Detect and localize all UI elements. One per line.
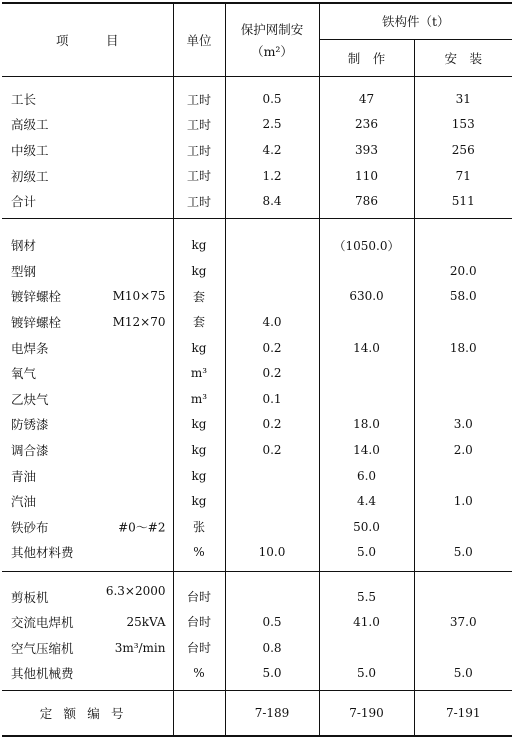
make-value: 50.0 <box>319 514 414 540</box>
make-value: 630.0 <box>319 283 414 309</box>
item-cell <box>2 463 173 489</box>
item-name: 汽油 <box>11 494 37 510</box>
header-item <box>2 3 173 76</box>
guard-value <box>225 463 319 489</box>
unit-cell: kg <box>173 437 225 463</box>
header-guard-line2: （m²） <box>251 43 293 59</box>
table-row <box>2 660 512 690</box>
item-cell <box>2 112 173 138</box>
unit-cell: kg <box>173 335 225 361</box>
item-name: 青油 <box>11 468 37 484</box>
make-value: 41.0 <box>319 609 414 635</box>
install-value: 37.0 <box>414 609 512 635</box>
install-value <box>414 360 512 386</box>
guard-value: 0.2 <box>225 360 319 386</box>
make-value: 786 <box>319 189 414 219</box>
item-name: 氧气 <box>11 366 37 382</box>
install-value: 3.0 <box>414 412 512 438</box>
header-iron-group <box>319 3 512 39</box>
footer-guard-code: 7-189 <box>225 690 319 736</box>
item-cell <box>2 258 173 284</box>
table-row <box>2 609 512 635</box>
header-install-label: 安 装 <box>444 50 482 66</box>
table-row <box>2 360 512 386</box>
install-value <box>414 514 512 540</box>
item-cell <box>2 412 173 438</box>
make-value: 47 <box>319 76 414 112</box>
item-name: 其他材料费 <box>11 545 74 561</box>
item-cell <box>2 163 173 189</box>
make-value: 236 <box>319 112 414 138</box>
item-cell <box>2 540 173 572</box>
guard-value: 2.5 <box>225 112 319 138</box>
labor-section <box>2 76 512 218</box>
header-make-label: 制 作 <box>347 50 386 66</box>
table-row <box>2 540 512 572</box>
item-name: 铁砂布 <box>11 519 49 535</box>
item-name: 镀锌螺栓 <box>11 289 62 305</box>
table-row <box>2 412 512 438</box>
item-cell <box>2 360 173 386</box>
table-row <box>2 112 512 138</box>
item-name: 钢材 <box>11 238 37 254</box>
make-value: 5.0 <box>319 540 414 572</box>
item-name: 镀锌螺栓 <box>11 314 62 330</box>
item-cell <box>2 189 173 219</box>
unit-cell: 台时 <box>173 571 225 609</box>
item-name: 初级工 <box>11 168 49 184</box>
make-value: 14.0 <box>319 335 414 361</box>
item-name: 合计 <box>11 194 37 210</box>
item-spec: 25kVA <box>126 614 166 629</box>
footer-make-code: 7-190 <box>319 690 414 736</box>
unit-cell: % <box>173 660 225 690</box>
guard-value: 0.5 <box>225 609 319 635</box>
guard-value: 8.4 <box>225 189 319 219</box>
guard-value: 0.1 <box>225 386 319 412</box>
guard-value: 5.0 <box>225 660 319 690</box>
unit-cell: 台时 <box>173 609 225 635</box>
table-row <box>2 514 512 540</box>
item-name: 其他机械费 <box>11 665 74 681</box>
item-spec: #0～#2 <box>118 520 166 535</box>
guard-value: 4.2 <box>225 137 319 163</box>
unit-cell: 台时 <box>173 635 225 661</box>
footer-label: 定额编号 <box>39 705 135 721</box>
table-row <box>2 635 512 661</box>
install-value: 511 <box>414 189 512 219</box>
item-name: 高级工 <box>11 117 49 133</box>
guard-value: 0.2 <box>225 412 319 438</box>
guard-value: 4.0 <box>225 309 319 335</box>
item-cell <box>2 660 173 690</box>
item-cell <box>2 609 173 635</box>
table-row <box>2 218 512 258</box>
footer-unit-cell <box>173 690 225 736</box>
item-name: 工长 <box>11 92 37 108</box>
table-row <box>2 488 512 514</box>
table-row <box>2 437 512 463</box>
item-cell <box>2 488 173 514</box>
item-spec: 3m³/min <box>114 640 166 655</box>
guard-value: 0.2 <box>225 437 319 463</box>
unit-cell: 工时 <box>173 112 225 138</box>
item-name: 防锈漆 <box>11 417 49 433</box>
item-cell <box>2 137 173 163</box>
install-value <box>414 635 512 661</box>
guard-value <box>225 258 319 284</box>
header-unit <box>173 3 225 76</box>
make-value: 393 <box>319 137 414 163</box>
unit-cell: 工时 <box>173 76 225 112</box>
header-item-label: 项 目 <box>55 32 119 48</box>
item-cell <box>2 76 173 112</box>
item-cell <box>2 635 173 661</box>
item-name: 调合漆 <box>11 443 49 458</box>
item-cell <box>2 309 173 335</box>
unit-cell: 张 <box>173 514 225 540</box>
unit-cell: 套 <box>173 283 225 309</box>
install-value: 71 <box>414 163 512 189</box>
make-value <box>319 258 414 284</box>
table-row <box>2 283 512 309</box>
unit-cell: 工时 <box>173 189 225 219</box>
make-value: 14.0 <box>319 437 414 463</box>
item-name: 电焊条 <box>11 340 49 356</box>
install-value: 2.0 <box>414 437 512 463</box>
footer-row <box>2 690 512 736</box>
make-value <box>319 309 414 335</box>
unit-cell: kg <box>173 463 225 489</box>
header-guard-line1: 保护网制安 <box>240 21 304 37</box>
item-spec: M12×70 <box>112 314 166 329</box>
item-cell <box>2 386 173 412</box>
item-cell <box>2 437 173 463</box>
make-value: 4.4 <box>319 488 414 514</box>
install-value: 31 <box>414 76 512 112</box>
install-value <box>414 571 512 609</box>
unit-cell: kg <box>173 258 225 284</box>
guard-value <box>225 571 319 609</box>
install-value <box>414 463 512 489</box>
unit-cell: kg <box>173 412 225 438</box>
table-row <box>2 463 512 489</box>
item-spec: 6.3×2000 <box>105 583 166 598</box>
item-cell <box>2 283 173 309</box>
make-value: （1050.0） <box>319 218 414 258</box>
item-name: 空气压缩机 <box>11 640 74 656</box>
header-make <box>319 39 414 76</box>
make-value: 110 <box>319 163 414 189</box>
install-value: 256 <box>414 137 512 163</box>
header-guard <box>225 3 319 76</box>
make-value: 18.0 <box>319 412 414 438</box>
make-value: 5.0 <box>319 660 414 690</box>
table-row <box>2 258 512 284</box>
install-value: 1.0 <box>414 488 512 514</box>
table-row <box>2 386 512 412</box>
guard-value <box>225 488 319 514</box>
make-value <box>319 635 414 661</box>
table-row <box>2 571 512 609</box>
make-value <box>319 386 414 412</box>
item-cell <box>2 335 173 361</box>
install-value: 153 <box>414 112 512 138</box>
machinery-section <box>2 571 512 690</box>
install-value <box>414 386 512 412</box>
install-value: 20.0 <box>414 258 512 284</box>
item-name: 交流电焊机 <box>11 614 74 630</box>
guard-value: 0.5 <box>225 76 319 112</box>
install-value <box>414 218 512 258</box>
guard-value <box>225 514 319 540</box>
guard-value <box>225 283 319 309</box>
guard-value: 1.2 <box>225 163 319 189</box>
unit-cell: m³ <box>173 360 225 386</box>
item-name: 中级工 <box>11 143 49 159</box>
item-cell <box>2 514 173 540</box>
install-value: 5.0 <box>414 660 512 690</box>
unit-cell: 套 <box>173 309 225 335</box>
header-install <box>414 39 512 76</box>
guard-value: 0.2 <box>225 335 319 361</box>
item-spec: M10×75 <box>112 289 166 304</box>
make-value <box>319 360 414 386</box>
unit-cell: kg <box>173 218 225 258</box>
item-cell <box>2 218 173 258</box>
header-iron-label: 铁构件（t） <box>381 14 450 30</box>
footer-label-cell <box>2 690 173 736</box>
unit-cell: % <box>173 540 225 572</box>
make-value: 6.0 <box>319 463 414 489</box>
install-value: 58.0 <box>414 283 512 309</box>
install-value <box>414 309 512 335</box>
install-value: 18.0 <box>414 335 512 361</box>
materials-section <box>2 218 512 571</box>
table-row <box>2 163 512 189</box>
unit-cell: m³ <box>173 386 225 412</box>
header-unit-label: 单位 <box>186 32 212 48</box>
item-name: 乙炔气 <box>11 391 49 407</box>
unit-cell: kg <box>173 488 225 514</box>
unit-cell: 工时 <box>173 163 225 189</box>
footer-install-code: 7-191 <box>414 690 512 736</box>
unit-cell: 工时 <box>173 137 225 163</box>
table-row <box>2 189 512 219</box>
item-name: 剪板机 <box>11 589 49 605</box>
quota-table <box>2 2 512 737</box>
guard-value: 0.8 <box>225 635 319 661</box>
install-value: 5.0 <box>414 540 512 572</box>
table-row <box>2 309 512 335</box>
table-row <box>2 335 512 361</box>
table-row <box>2 137 512 163</box>
guard-value: 10.0 <box>225 540 319 572</box>
guard-value <box>225 218 319 258</box>
table-row <box>2 76 512 112</box>
item-name: 型钢 <box>11 263 37 279</box>
item-cell <box>2 571 173 609</box>
make-value: 5.5 <box>319 571 414 609</box>
